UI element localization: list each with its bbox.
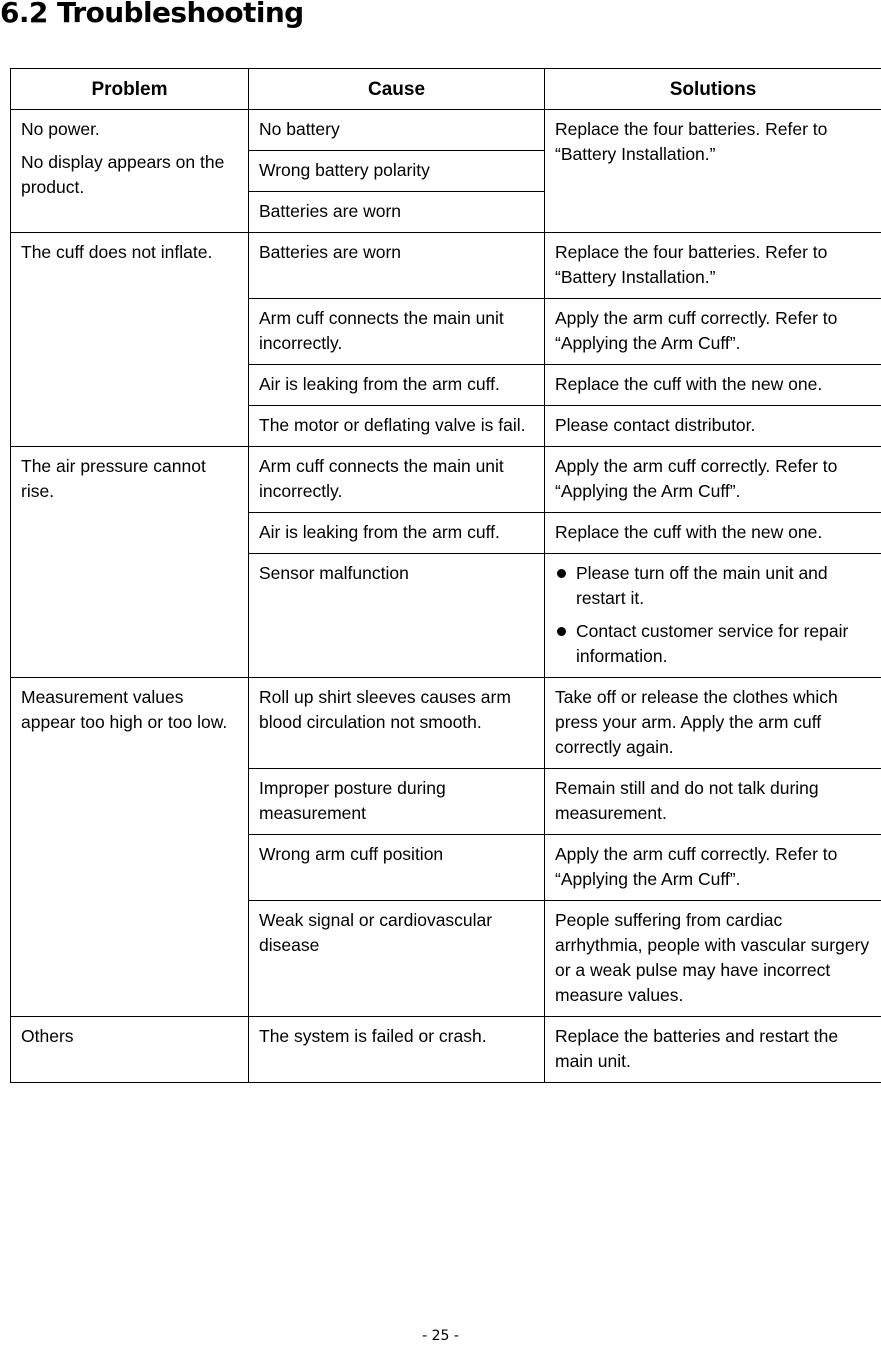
cause-cell: The system is failed or crash. bbox=[249, 1017, 545, 1083]
solution-bullet-list bbox=[555, 561, 871, 669]
cause-cell: Wrong arm cuff position bbox=[249, 835, 545, 901]
table-row bbox=[11, 678, 881, 769]
cause-cell: Sensor malfunction bbox=[249, 554, 545, 678]
cause-cell: Air is leaking from the arm cuff. bbox=[249, 513, 545, 554]
problem-cell: The cuff does not inflate. bbox=[11, 233, 249, 447]
cause-cell: Weak signal or cardiovascular disease bbox=[249, 901, 545, 1017]
solution-cell: Replace the cuff with the new one. bbox=[545, 513, 881, 554]
problem-text: No power. bbox=[21, 119, 100, 139]
bullet-text: Please turn off the main unit and restart it. bbox=[576, 563, 828, 608]
troubleshooting-table bbox=[10, 68, 881, 1083]
solution-cell: Apply the arm cuff correctly. Refer to “Applying the Arm Cuff”. bbox=[545, 835, 881, 901]
solution-cell bbox=[545, 554, 881, 678]
cause-cell: Batteries are worn bbox=[249, 233, 545, 299]
cause-cell: Roll up shirt sleeves causes arm blood circulation not smooth. bbox=[249, 678, 545, 769]
problem-cell bbox=[11, 110, 249, 233]
cause-cell: Wrong battery polarity bbox=[249, 151, 545, 192]
solution-cell: Replace the four batteries. Refer to “Battery Installation.” bbox=[545, 110, 881, 233]
column-header-problem: Problem bbox=[11, 69, 249, 110]
problem-cell: Measurement values appear too high or too low. bbox=[11, 678, 249, 1017]
cause-cell: Arm cuff connects the main unit incorrectly. bbox=[249, 299, 545, 365]
table-header-row bbox=[11, 69, 881, 110]
solution-cell: Replace the cuff with the new one. bbox=[545, 365, 881, 406]
list-item bbox=[555, 561, 871, 611]
solution-cell: People suffering from cardiac arrhythmia, people with vascular surgery or a weak pulse may have incorrect measure values. bbox=[545, 901, 881, 1017]
solution-cell: Replace the four batteries. Refer to “Battery Installation.” bbox=[545, 233, 881, 299]
cause-cell: Improper posture during measurement bbox=[249, 769, 545, 835]
cause-cell: Arm cuff connects the main unit incorrectly. bbox=[249, 447, 545, 513]
cause-cell: The motor or deflating valve is fail. bbox=[249, 406, 545, 447]
table-row bbox=[11, 233, 881, 299]
solution-cell: Take off or release the clothes which press your arm. Apply the arm cuff correctly again. bbox=[545, 678, 881, 769]
section-title: 6.2 Troubleshooting bbox=[0, 0, 304, 29]
cause-cell: Batteries are worn bbox=[249, 192, 545, 233]
solution-cell: Please contact distributor. bbox=[545, 406, 881, 447]
problem-text: No display appears on the product. bbox=[21, 152, 225, 197]
bullet-dot-icon bbox=[557, 627, 566, 636]
problem-cell: The air pressure cannot rise. bbox=[11, 447, 249, 678]
table-row bbox=[11, 110, 881, 151]
solution-cell: Apply the arm cuff correctly. Refer to “Applying the Arm Cuff”. bbox=[545, 447, 881, 513]
table-row bbox=[11, 447, 881, 513]
table-row bbox=[11, 1017, 881, 1083]
column-header-solutions: Solutions bbox=[545, 69, 881, 110]
bullet-text: Contact customer service for repair information. bbox=[576, 621, 849, 666]
problem-cell: Others bbox=[11, 1017, 249, 1083]
bullet-dot-icon bbox=[557, 569, 566, 578]
cause-cell: No battery bbox=[249, 110, 545, 151]
solution-cell: Remain still and do not talk during measurement. bbox=[545, 769, 881, 835]
column-header-cause: Cause bbox=[249, 69, 545, 110]
solution-cell: Replace the batteries and restart the main unit. bbox=[545, 1017, 881, 1083]
solution-cell: Apply the arm cuff correctly. Refer to “Applying the Arm Cuff”. bbox=[545, 299, 881, 365]
cause-cell: Air is leaking from the arm cuff. bbox=[249, 365, 545, 406]
list-item bbox=[555, 619, 871, 669]
page-number: - 25 - bbox=[422, 1328, 459, 1344]
